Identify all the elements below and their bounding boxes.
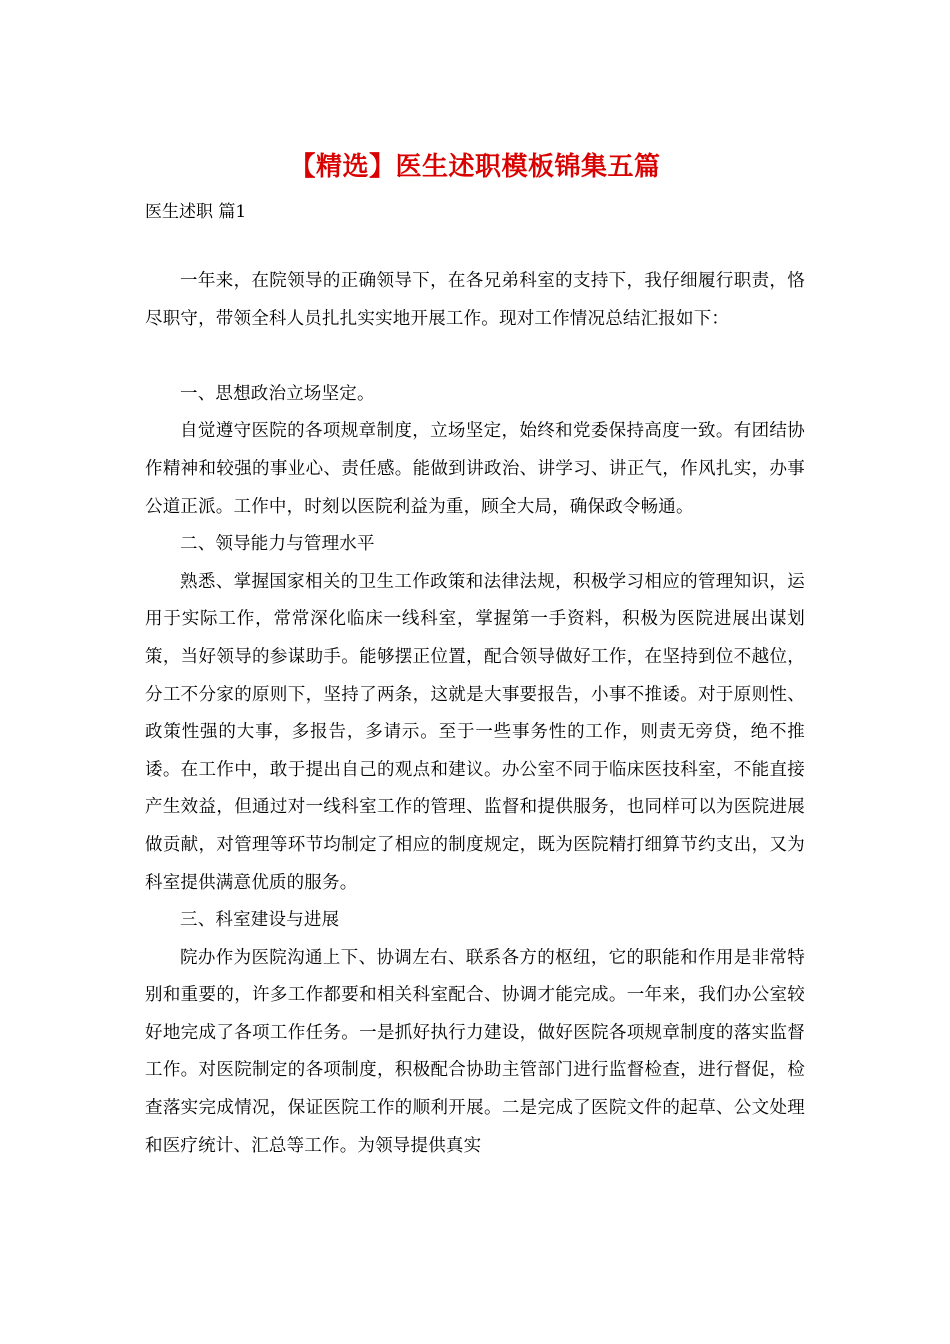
paragraph-section-2: 熟悉、掌握国家相关的卫生工作政策和法律法规，积极学习相应的管理知识，运用于实际工作，常常深化临床一线科室，掌握第一手资料，积极为医院进展出谋划策，当好领导的参谋助手。能够摆正位置，配合领导做好工作，在坚持到位不越位，分工不分家的原则下，坚持了两条，这就是大事要报告，小事不推诿。对于原则性、政策性强的大事，多报告，多请示。至于一些事务性的工作，则责无旁贷，绝不推诿。在工作中，敢于提出自己的观点和建议。办公室不同于临床医技科室，不能直接产生效益，但通过对一线科室工作的管理、监督和提供服务，也同样可以为医院进展做贡献，对管理等环节均制定了相应的制度规定，既为医院精打细算节约支出，又为科室提供满意优质的服务。 [145, 571, 805, 893]
document-body [145, 263, 805, 1165]
section-heading-2: 二、领导能力与管理水平 [180, 534, 375, 555]
paragraph-section-1: 自觉遵守医院的各项规章制度，立场坚定，始终和党委保持高度一致。有团结协作精神和较强的事业心、责任感。能做到讲政治、讲学习、讲正气，作风扎实，办事公道正派。工作中，时刻以医院利益为重，顾全大局，确保政令畅通。 [145, 421, 805, 517]
section-heading-1: 一、思想政治立场坚定。 [180, 383, 375, 404]
document-subtitle: 医生述职 篇1 [145, 202, 247, 222]
document-title: 【精选】医生述职模板锦集五篇 [289, 152, 661, 182]
paragraph-section-3: 院办作为医院沟通上下、协调左右、联系各方的枢纽，它的职能和作用是非常特别和重要的，许多工作都要和相关科室配合、协调才能完成。一年来，我们办公室较好地完成了各项工作任务。一是抓好执行力建设，做好医院各项规章制度的落实监督工作。对医院制定的各项制度，积极配合协助主管部门进行监督检查，进行督促，检查落实完成情况，保证医院工作的顺利开展。二是完成了医院文件的起草、公文处理和医疗统计、汇总等工作。为领导提供真实 [145, 947, 805, 1156]
section-heading-3: 三、科室建设与进展 [180, 910, 340, 931]
paragraph-intro: 一年来，在院领导的正确领导下，在各兄弟科室的支持下，我仔细履行职责，恪尽职守，带领全科人员扎扎实实地开展工作。现对工作情况总结汇报如下： [145, 271, 805, 329]
